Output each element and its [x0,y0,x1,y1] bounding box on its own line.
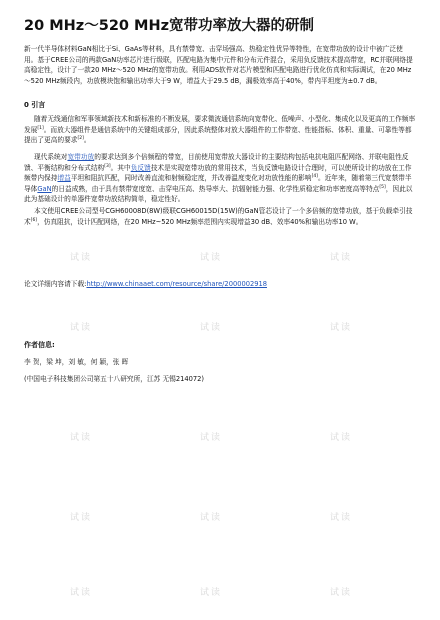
watermark: 试读 [70,588,93,598]
watermark: 试读 [200,253,223,263]
author-list: 李 贺，梁 坤，刘 敏，何 颖，张 晖 [24,358,129,366]
download-link[interactable]: http://www.chinaaet.com/resource/share/2000002918 [86,280,267,288]
watermark: 试读 [330,433,353,443]
p2-text-b: 的要求达到多个倍频程的带宽，目前使用宽带放大器设计的主要结构包括电抗电阻匹配网络、并联电阻性反馈、平衡结构和分布式结构 [24,153,409,172]
intro-paragraph-3 [24,206,416,227]
citation-4: [4] [311,173,318,179]
author-heading: 作者信息: [24,341,55,349]
download-line [24,279,267,289]
link-broadband-pa[interactable]: 宽带功放 [67,153,95,161]
intro-paragraph-2 [24,152,416,205]
p2-text-c: 。其中 [110,163,131,172]
watermark: 试读 [200,433,223,443]
affiliation: (中国电子科技集团公司第五十八研究所，江苏 无锡214072) [24,375,204,383]
citation-6: [6] [30,217,38,223]
p3-text-b: ，仿真阻抗，设计匹配网络，在20 MHz~520 MHz频率范围内实现增益30 dB、效率40%和输出功率10 W。 [37,217,363,226]
citation-3: [3] [104,163,111,169]
p2-text-d: 技术是实现宽带功放的常用技术，当负反馈电路设计合理时，可以使所设计的功放在工作频带内保持 [24,163,412,183]
link-gan[interactable]: GaN [37,184,52,193]
p2-text-h: ，因此以此为基础设计的单器件宽带功放结构简单，稳定性好。 [24,184,413,204]
watermark: 试读 [330,513,353,523]
p3-text-a: 本文使用CREE公司型号CGH60008D(8W)级联CGH60015D(15W)的GaN管芯设计了一个多倍频的宽带功放，基于负载牵引技术 [24,207,413,226]
download-label: 论文详细内容请下载: [24,280,87,288]
p2-text-g: 的日益成熟，由于具有禁带宽度宽、击穿电压高、热导率大、抗辐射能力强、化学性质稳定和功率密度高等特点 [51,184,380,193]
watermark: 试读 [330,588,353,598]
watermark: 试读 [200,588,223,598]
watermark: 试读 [200,323,223,333]
watermark: 试读 [70,253,93,263]
citation-2: [2] [77,135,84,141]
page-title: 20 MHz～520 MHz宽带功率放大器的研制 [24,18,315,34]
intro-paragraph-1 [24,114,416,146]
link-negative-feedback[interactable]: 负反馈 [130,163,151,172]
watermark: 试读 [70,323,93,333]
watermark: 试读 [330,323,353,333]
citation-5: [5] [379,184,386,190]
citation-1: [1] [37,125,44,131]
p1-text-c: 。 [83,136,91,145]
watermark: 试读 [70,433,93,443]
watermark: 试读 [330,253,353,263]
p2-text-e: 平坦和阻抗匹配，同时改善直流和射频稳定度，并改善温度变化对功放性能的影响 [70,174,312,183]
link-gain[interactable]: 增益 [57,174,71,183]
p2-text-a: 现代系统对 [34,153,68,161]
p1-text-b: 。而放大器组件是通信系统中的关键组成部分，因此系统整体对放大器组件的工作带宽、性能指标、体积、重量、可靠性等都提出了更高的要求 [24,125,412,145]
section-heading: 0 引言 [24,101,46,109]
p2-text-f: 。近年来，随着第三代宽禁带半导体 [24,174,412,193]
watermark: 试读 [70,513,93,523]
p1-text-a: 随着无线通信和军事领域新技术和新标准的不断发展，要求微波通信系统向宽带化、低噪声、小型化、集成化以及更高的工作频率发展 [24,115,416,134]
abstract-paragraph: 新一代半导体材料GaN相比于Si、GaAs等材料，具有禁带宽、击穿场强高、热稳定性优异等特性，在宽带功放的设计中被广泛使用。基于CREE公司的两款GaN功率芯片进行级联，匹配电路为集中元件和分布元件混合，采用负反馈技术提高带宽，RC并联网络提高稳定性，设计了一款20 MHz～520 MHz的宽带功放。利用ADS软件对芯片模型和匹配电路进行优化仿真和实际调试，在20 MHz～520 MHz频段内，功放模块饱和输出功率大于9 W，增益大于29.5 dB，漏极效率高于40%，带内平坦度为±0.7 dB。 [24,45,413,85]
watermark: 试读 [200,513,223,523]
